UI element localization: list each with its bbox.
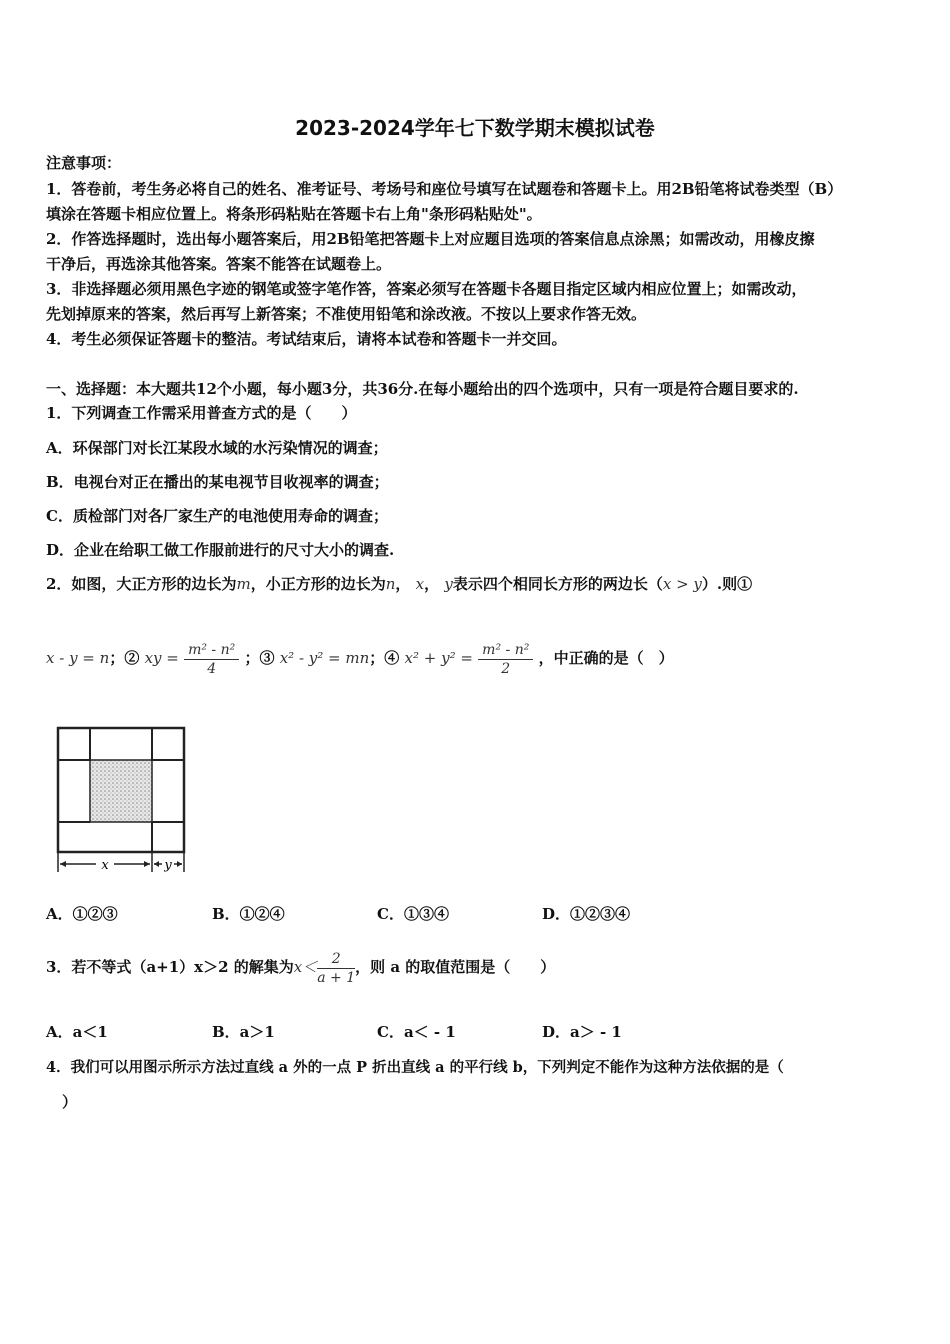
question-2-statements — [46, 638, 674, 678]
q2-separator: ；④ — [369, 649, 400, 667]
q2-statement-4-fraction — [478, 641, 533, 678]
fraction-denominator: 4 — [207, 660, 217, 677]
q2-var-m: m — [236, 575, 251, 593]
inner-square — [90, 760, 152, 822]
fraction-denominator: a + 1 — [317, 969, 356, 986]
q2-separator: ；② — [109, 649, 140, 667]
q2-var-y: y — [444, 575, 453, 593]
q2-statement-4-lhs: x² + y² = — [404, 649, 473, 667]
q2-tail: ，中正确的是（ ） — [538, 649, 674, 667]
question-3-option-b: B．a＞1 — [212, 1023, 275, 1041]
q2-statement-2-lhs: xy = — [144, 649, 179, 667]
q2-text: ， — [395, 575, 411, 593]
q2-var-n: n — [385, 575, 396, 593]
question-4-stem: 4．我们可以用图示所示方法过直线 a 外的一点 P 折出直线 a 的平行线 b，下列判定不能作为这种方法依据的是（ — [46, 1059, 784, 1076]
figure-label-y: y — [164, 858, 172, 873]
q2-statement-1: x - y = n — [46, 649, 110, 667]
q2-statement-3: x² - y² = mn — [279, 649, 370, 667]
question-3-stem — [46, 944, 555, 990]
q2-text: ）.则① — [701, 575, 753, 593]
figure-label-x: x — [101, 858, 109, 873]
q2-text: 2．如图，大正方形的边长为 — [46, 575, 237, 593]
q2-statement-2-fraction — [184, 641, 239, 678]
square-figure — [52, 722, 192, 877]
question-1-option-d: D．企业在给职工做工作服前进行的尺寸大小的调查. — [46, 541, 395, 559]
question-2-stem — [46, 573, 752, 594]
fraction-numerator: m² - n² — [184, 641, 239, 660]
notice-line: 先划掉原来的答案，然后再写上新答案；不准使用铅笔和涂改液。不按以上要求作答无效。 — [46, 305, 647, 323]
q2-separator: ；③ — [244, 649, 275, 667]
q2-text: ，小正方形的边长为 — [250, 575, 386, 593]
question-4-stem-end: ） — [62, 1093, 78, 1111]
q2-text: ， — [424, 575, 440, 593]
fraction-denominator: 2 — [501, 660, 511, 677]
q3-text: ，则 a 的取值范围是（ ） — [355, 958, 556, 976]
question-3-option-a: A．a＜1 — [46, 1023, 108, 1041]
q3-fraction — [317, 950, 355, 987]
question-2-option-a: A．①②③ — [46, 905, 118, 923]
question-3-option-d: D．a＞ - 1 — [542, 1023, 622, 1041]
question-3-option-c: C．a＜ - 1 — [377, 1023, 456, 1041]
notice-line: 3．非选择题必须用黑色字迹的钢笔或签字笔作答，答案必须写在答题卡各题目指定区域内相应位置上；如需改动， — [46, 280, 807, 298]
notice-heading: 注意事项： — [46, 154, 122, 172]
question-1-stem: 1．下列调查工作需采用普查方式的是（ ） — [46, 404, 357, 422]
page-title: 2023-2024学年七下数学期末模拟试卷 — [295, 116, 655, 140]
fraction-numerator: m² - n² — [478, 641, 533, 660]
q2-var-x: x — [415, 575, 425, 593]
notice-line: 干净后，再选涂其他答案。答案不能答在试题卷上。 — [46, 255, 392, 273]
q3-lhs: x＜ — [293, 958, 318, 976]
notice-line: 2．作答选择题时，选出每小题答案后，用2B铅笔把答题卡上对应题目选项的答案信息点涂黑；如需改动，用橡皮擦 — [46, 230, 815, 248]
question-2-option-d: D．①②③④ — [542, 905, 631, 923]
q3-text: 3．若不等式（a+1）x＞2 的解集为 — [46, 958, 294, 976]
notice-line: 1．答卷前，考生务必将自己的姓名、准考证号、考场号和座位号填写在试题卷和答题卡上。用2B铅笔将试卷类型（B） — [46, 180, 843, 198]
q2-text: 表示四个相同长方形的两边长（ — [452, 575, 663, 593]
question-1-option-c: C．质检部门对各厂家生产的电池使用寿命的调查； — [46, 507, 388, 525]
notice-line: 填涂在答题卡相应位置上。将条形码粘贴在答题卡右上角"条形码粘贴处"。 — [46, 205, 542, 223]
section-heading: 一、选择题：本大题共12个小题，每小题3分，共36分.在每小题给出的四个选项中，只有一项是符合题目要求的. — [46, 380, 799, 398]
notice-line: 4．考生必须保证答题卡的整洁。考试结束后，请将本试卷和答题卡一并交回。 — [46, 330, 567, 348]
question-2-option-b: B．①②④ — [212, 905, 285, 923]
question-1-option-a: A．环保部门对长江某段水域的水污染情况的调查； — [46, 439, 388, 457]
q2-condition: x > y — [662, 575, 702, 593]
fraction-numerator: 2 — [317, 950, 355, 969]
question-2-option-c: C．①③④ — [377, 905, 449, 923]
question-1-option-b: B．电视台对正在播出的某电视节目收视率的调查； — [46, 473, 389, 491]
